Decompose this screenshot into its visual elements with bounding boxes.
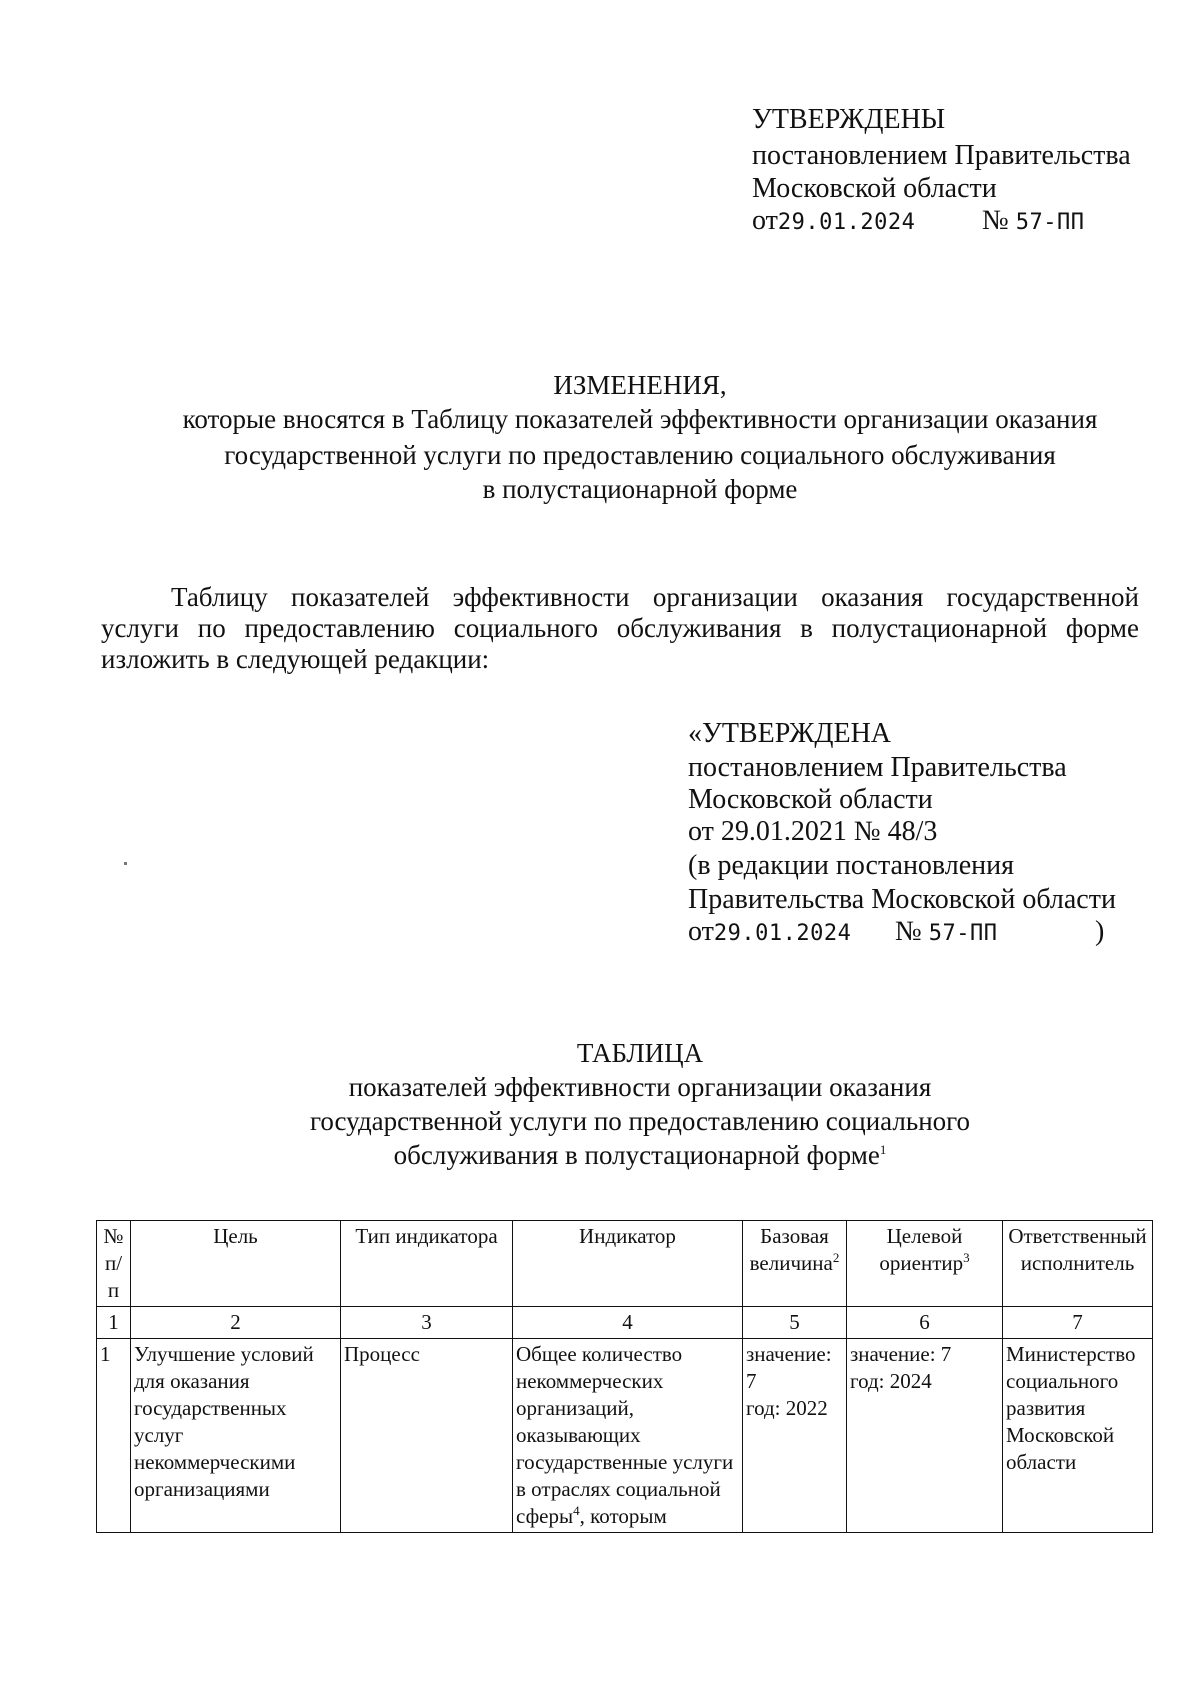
- header-num: № п/п: [97, 1221, 131, 1307]
- row-indicator-tail: , которым: [579, 1504, 667, 1528]
- row-base-year: год: 2022: [746, 1396, 828, 1420]
- table-header-row: [97, 1221, 1153, 1307]
- table-title-line2: государственной услуги по предоставлению социального: [309, 1106, 971, 1136]
- header-target-footnote: 3: [963, 1250, 970, 1265]
- col-number: 1: [97, 1307, 131, 1339]
- row-indicator-cell: [513, 1339, 743, 1533]
- table-title-line3-wrap: [40, 1139, 1200, 1171]
- approval-number-prefix: №: [982, 205, 1009, 236]
- approval-date: 29.01.2024: [777, 210, 916, 235]
- row-target-value: значение: 7: [850, 1342, 952, 1366]
- header-type: Тип индикатора: [341, 1221, 513, 1307]
- approval2-number-line: [895, 916, 997, 950]
- approval2-number: 57-ПП: [928, 921, 998, 946]
- indicators-table: [96, 1220, 1153, 1533]
- row-type: Процесс: [341, 1339, 513, 1533]
- approval2-line4: (в редакции постановления: [688, 850, 1015, 881]
- col-number: 7: [1003, 1307, 1153, 1339]
- approval-number-line: [982, 205, 1084, 239]
- approval2-title: «УТВЕРЖДЕНА: [688, 718, 892, 749]
- header-goal: Цель: [131, 1221, 341, 1307]
- changes-line2: государственной услуги по предоставлению социального обслуживания: [224, 440, 1056, 470]
- approval-line2: Московской области: [752, 173, 997, 204]
- intro-paragraph: Таблицу показателей эффективности организации оказания государственной услуги по предоставлению социального обслуживания в полустационарной форме изложить в следующей редакции:: [101, 582, 1139, 674]
- row-goal: Улучшение условий для оказания государственных услуг некоммерческими организациями: [131, 1339, 341, 1533]
- table-row: [97, 1339, 1153, 1533]
- col-number: 4: [513, 1307, 743, 1339]
- table-title-footnote: 1: [879, 1142, 887, 1157]
- table-title: ТАБЛИЦА: [576, 1038, 704, 1068]
- approval-line1: постановлением Правительства: [752, 140, 1131, 171]
- header-resp: Ответственный исполнитель: [1003, 1221, 1153, 1307]
- row-indicator-footnote: 4: [573, 1503, 580, 1518]
- approval-date-prefix: от: [752, 205, 778, 236]
- changes-line3: в полустационарной форме: [482, 474, 798, 504]
- table-title-line3: обслуживания в полустационарной форме: [393, 1140, 880, 1170]
- header-base-cell: [743, 1221, 847, 1307]
- approval-title: УТВЕРЖДЕНЫ: [752, 104, 946, 135]
- header-base-footnote: 2: [832, 1250, 840, 1265]
- approval2-line5: Правительства Московской области: [688, 884, 1116, 915]
- row-resp: Министерство социального развития Московской области: [1003, 1339, 1153, 1533]
- approval2-line3: от 29.01.2021 № 48/3: [688, 816, 938, 847]
- changes-line1: которые вносятся в Таблицу показателей эффективности организации оказания: [182, 404, 1098, 434]
- changes-title: ИЗМЕНЕНИЯ,: [553, 370, 727, 400]
- approval2-date: 29.01.2024: [713, 921, 852, 946]
- header-target: Целевой ориентир: [879, 1224, 964, 1275]
- approval2-date-prefix: от: [688, 916, 714, 947]
- col-number: 6: [847, 1307, 1003, 1339]
- col-number: 2: [131, 1307, 341, 1339]
- table-title-line1: показателей эффективности организации оказания: [348, 1072, 932, 1102]
- header-base: Базовая величина: [749, 1224, 833, 1275]
- row-indicator: Общее количество некоммерческих организаций, оказывающих государственные услуги в отраслях социальной сферы: [516, 1342, 734, 1528]
- approval-date-line: [752, 205, 915, 239]
- row-base-cell: [743, 1339, 847, 1533]
- row-num: 1: [97, 1339, 131, 1533]
- row-base-value: значение: 7: [746, 1342, 832, 1393]
- row-target-year: год: 2024: [850, 1369, 932, 1393]
- table-column-number-row: [97, 1307, 1153, 1339]
- header-indicator: Индикатор: [513, 1221, 743, 1307]
- approval2-close: ): [1095, 916, 1105, 947]
- header-target-cell: [847, 1221, 1003, 1307]
- approval2-line1: постановлением Правительства: [688, 752, 1067, 783]
- row-target-cell: [847, 1339, 1003, 1533]
- approval2-date-line: [688, 916, 851, 950]
- scan-speck: [124, 862, 127, 865]
- col-number: 3: [341, 1307, 513, 1339]
- approval2-line2: Московской области: [688, 784, 933, 815]
- approval2-number-prefix: №: [895, 916, 922, 947]
- approval-number: 57-ПП: [1015, 210, 1085, 235]
- col-number: 5: [743, 1307, 847, 1339]
